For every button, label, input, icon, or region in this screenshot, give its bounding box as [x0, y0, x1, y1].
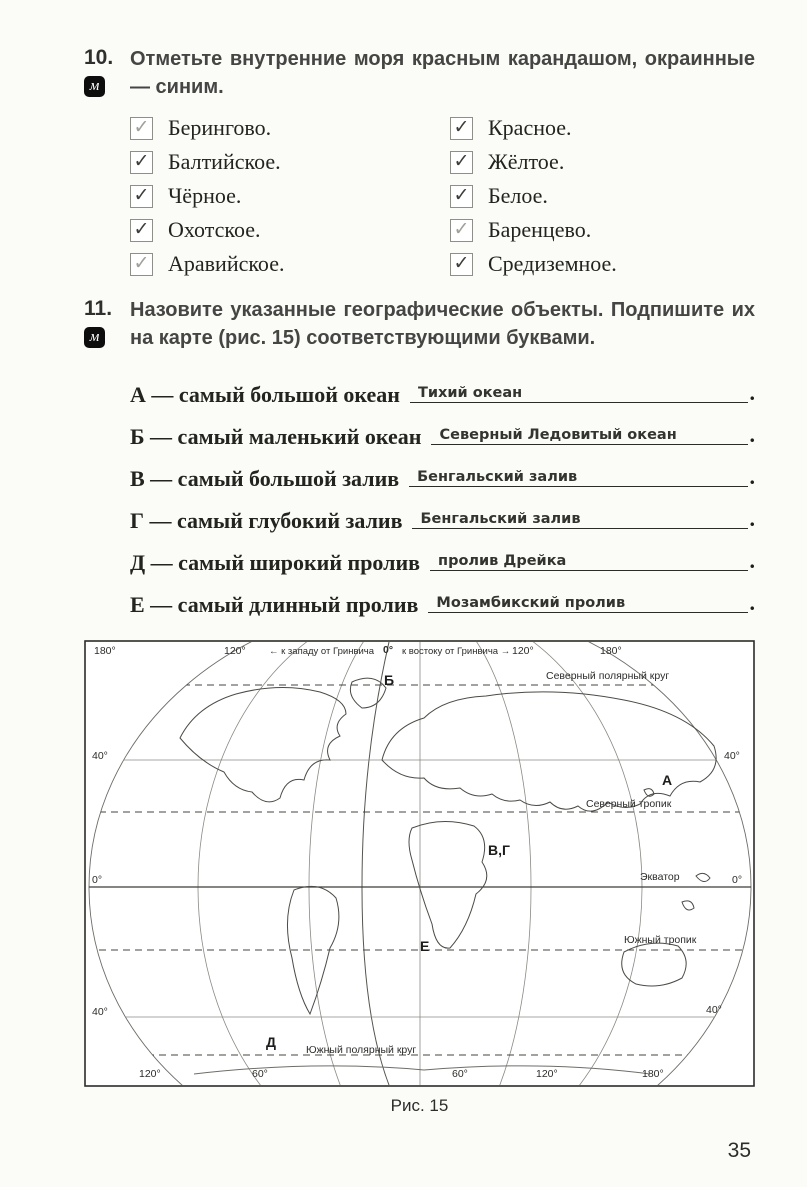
task10-text: Отметьте внутренние моря красным карандашом, окраинные — синим. — [130, 48, 755, 98]
checkmark-icon: ✓ — [133, 150, 150, 172]
checkbox-item — [130, 179, 450, 213]
map-label-lat: 0° — [92, 874, 103, 887]
sea-label: Средиземное. — [488, 251, 617, 277]
checkbox-item — [130, 247, 450, 281]
map-graphic — [84, 640, 755, 1087]
answer-input[interactable] — [428, 595, 747, 613]
task10-header — [84, 46, 755, 101]
sea-label: Чёрное. — [168, 183, 242, 209]
task10-number: 10. — [84, 46, 114, 69]
period: . — [749, 590, 755, 616]
map-letter-a: А — [662, 772, 673, 789]
checkbox[interactable] — [450, 219, 473, 242]
map-label-greenwich-west: ← к западу от Гринвича — [269, 646, 375, 658]
map-label-lat: 40° — [92, 750, 108, 763]
sea-label: Аравийское. — [168, 251, 285, 277]
arrow-right-icon: → — [500, 646, 511, 658]
answer-label: В — самый большой залив — [130, 466, 400, 492]
checkbox-item — [450, 111, 755, 145]
map-letter-d: Д — [266, 1034, 276, 1051]
checkbox-column-right — [450, 111, 755, 281]
task11-answers — [130, 366, 755, 618]
sea-label: Охотское. — [168, 217, 261, 243]
answer-row — [130, 450, 755, 492]
task11-badge-icon: м — [84, 327, 105, 348]
checkbox[interactable] — [450, 253, 473, 276]
checkmark-icon: ✓ — [133, 116, 150, 138]
task11-number-col — [84, 297, 130, 352]
task10-badge-icon: м — [84, 76, 105, 97]
sea-label: Жёлтое. — [488, 149, 565, 175]
checkbox-item — [130, 111, 450, 145]
map-label-greenwich-east: к востоку от Гринвича → — [402, 646, 511, 658]
figure-caption: Рис. 15 — [390, 1096, 449, 1116]
answer-row — [130, 492, 755, 534]
map-label-zero-meridian: 0° — [383, 644, 394, 657]
map-label-north-polar: Северный полярный круг — [546, 670, 670, 683]
sea-label: Белое. — [488, 183, 548, 209]
map-label-equator: Экватор — [640, 871, 680, 884]
map-label-lat: 40° — [706, 1004, 722, 1017]
map-label-lat: 40° — [724, 750, 740, 763]
sea-label: Берингово. — [168, 115, 272, 141]
map-label-south-polar: Южный полярный круг — [306, 1044, 417, 1057]
checkbox[interactable] — [450, 151, 473, 174]
map-label-lon: 180° — [642, 1068, 664, 1081]
sea-label: Баренцево. — [488, 217, 592, 243]
answer-label: Г — самый глубокий залив — [130, 508, 403, 534]
answer-row — [130, 534, 755, 576]
checkbox[interactable] — [130, 219, 153, 242]
answer-text: Тихий океан — [417, 385, 523, 402]
map-letter-b: Б — [384, 672, 395, 689]
world-map — [84, 640, 755, 1087]
checkbox-item — [130, 213, 450, 247]
checkbox[interactable] — [130, 117, 153, 140]
period: . — [749, 464, 755, 490]
sea-label: Красное. — [488, 115, 572, 141]
task10-number-col — [84, 46, 130, 101]
checkbox-item — [450, 213, 755, 247]
task10-checkbox-list — [130, 111, 755, 281]
map-label-lon: 180° — [600, 645, 622, 658]
answer-input[interactable] — [430, 553, 747, 571]
checkmark-icon: ✓ — [453, 116, 470, 138]
checkmark-icon: ✓ — [453, 150, 470, 172]
checkbox[interactable] — [130, 253, 153, 276]
map-label-lon: 120° — [512, 645, 534, 658]
checkbox[interactable] — [450, 117, 473, 140]
checkbox-item — [450, 145, 755, 179]
answer-text: Бенгальский залив — [417, 469, 578, 486]
answer-input[interactable] — [431, 427, 747, 445]
answer-text: Северный Ледовитый океан — [439, 427, 677, 444]
checkmark-icon: ✓ — [133, 184, 150, 206]
answer-label: Б — самый маленький океан — [130, 424, 422, 450]
period: . — [749, 548, 755, 574]
answer-row — [130, 576, 755, 618]
answer-row — [130, 408, 755, 450]
checkbox-item — [130, 145, 450, 179]
map-label-lon: 60° — [452, 1068, 468, 1081]
map-label-north-tropic: Северный тропик — [586, 798, 672, 811]
answer-text: Мозамбикский пролив — [436, 595, 626, 612]
checkbox[interactable] — [130, 185, 153, 208]
answer-text: Бенгальский залив — [420, 511, 581, 528]
period: . — [749, 380, 755, 406]
answer-label: Е — самый длинный пролив — [130, 592, 419, 618]
checkmark-icon: ✓ — [453, 218, 470, 240]
map-label-lat: 0° — [732, 874, 743, 887]
page-number: 35 — [727, 1139, 751, 1162]
map-letter-vg: В,Г — [488, 842, 510, 859]
answer-input[interactable] — [410, 385, 748, 403]
sea-label: Балтийское. — [168, 149, 281, 175]
checkbox-column-left — [130, 111, 450, 281]
checkmark-icon: ✓ — [133, 252, 150, 274]
map-label-lon: 120° — [224, 645, 246, 658]
map-label-lon: 60° — [252, 1068, 268, 1081]
answer-text: пролив Дрейка — [438, 553, 567, 570]
answer-input[interactable] — [412, 511, 747, 529]
map-label-south-tropic: Южный тропик — [624, 934, 697, 947]
map-label-lon: 120° — [536, 1068, 558, 1081]
map-label-lon: 120° — [139, 1068, 161, 1081]
map-label-lon: 180° — [94, 645, 116, 658]
answer-input[interactable] — [409, 469, 747, 487]
checkbox[interactable] — [130, 151, 153, 174]
checkbox[interactable] — [450, 185, 473, 208]
task11-text: Назовите указанные географические объекты. Подпишите их на карте (рис. 15) соответствующими буквами. — [130, 299, 755, 349]
answer-label: Д — самый широкий пролив — [130, 550, 421, 576]
period: . — [749, 506, 755, 532]
checkmark-icon: ✓ — [133, 218, 150, 240]
answer-row — [130, 366, 755, 408]
map-label-lat: 40° — [92, 1006, 108, 1019]
map-letter-e: Е — [420, 938, 430, 955]
checkbox-item — [450, 247, 755, 281]
checkmark-icon: ✓ — [453, 184, 470, 206]
period: . — [749, 422, 755, 448]
answer-label: А — самый большой океан — [130, 382, 400, 408]
arrow-left-icon: ← — [269, 646, 279, 658]
task11-header — [84, 297, 755, 352]
checkbox-item — [450, 179, 755, 213]
task11-number: 11. — [84, 297, 113, 321]
checkmark-icon: ✓ — [453, 252, 470, 274]
